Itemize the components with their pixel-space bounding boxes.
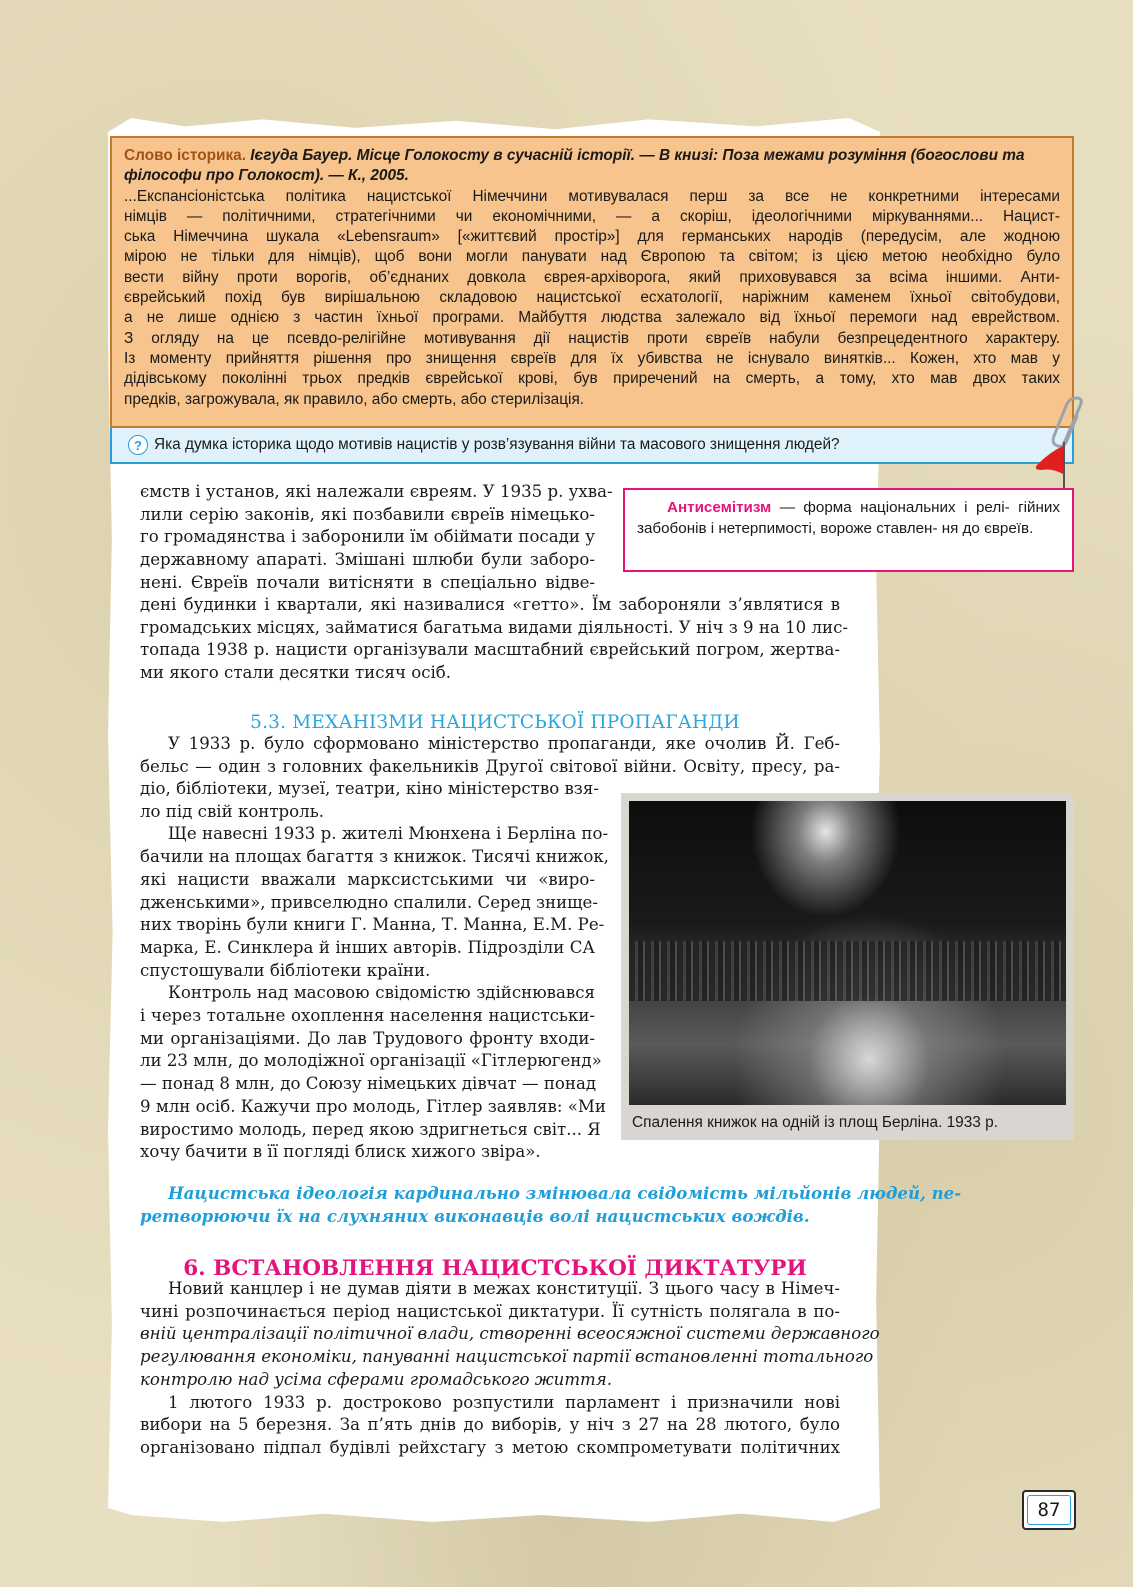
text-line: державному апараті. Змішані шлюби були заборо-	[140, 550, 595, 570]
quote-line: німців — політичними, стратегічними чи економічними, — а скоріш, ідеологічними міркуваннями... Нацист-	[124, 207, 1060, 225]
quote-source-text: Ієгуда Бауер. Місце Голокосту в сучасній історії. — В книзі: Поза межами розуміння (богослови та філософи про Голокост). — К., 2005.	[124, 147, 1025, 185]
propaganda-conclusion	[140, 1182, 962, 1227]
text-line: ли 23 млн, до молодіжної організації «Гітлерюгенд»	[140, 1051, 602, 1071]
section-5-3-heading: 5.3. МЕХАНІЗМИ НАЦИСТСЬКОЇ ПРОПАГАНДИ	[250, 712, 740, 733]
text-line: чині розпочинається період нацистської диктатури. Її сутність полягала в по-	[140, 1301, 840, 1321]
text-line: громадських місцях, займатися багатьма видами діяльності. У ніч з 9 на 10 лис-	[140, 617, 848, 637]
text-line: дені будинки і квартали, які називалися «гетто». Їм забороняли з’являтися в	[140, 595, 840, 614]
text-line: і через тотальне охоплення населення нацистськи-	[140, 1006, 595, 1026]
text-line: бельс — один з головних факельників Другої світової війни. Освіту, пресу, ра-	[140, 756, 840, 776]
quote-body	[124, 187, 1060, 410]
quote-line: ...Експансіоністська політика нацистської Німеччини мотивувалася перш за все не конкретними інтересами	[124, 187, 1060, 205]
quote-label: Слово історика.	[124, 147, 246, 164]
text-line: Нацистська ідеологія кардинально змінювала свідомість мільйонів людей, пе-	[168, 1183, 962, 1203]
text-line: ло під свій контроль.	[140, 801, 325, 821]
section-6-heading: 6. ВСТАНОВЛЕННЯ НАЦИСТСЬКОЇ ДИКТАТУРИ	[183, 1256, 807, 1281]
definition-text: — форма національних і релі- гійних забобонів і нетерпимості, вороже ставлен- ня до євреїв.	[637, 499, 1060, 537]
quote-source	[124, 146, 1060, 187]
text-line: вній централізації політичної влади, створенні всеосяжної системи державного	[140, 1324, 880, 1344]
paragraph-propaganda-body	[140, 778, 609, 1164]
text-line: виростимо молодь, перед якою здригнеться світ... Я	[140, 1119, 601, 1139]
paragraph-dictatorship	[140, 1278, 880, 1460]
page-number: 87	[1022, 1490, 1076, 1530]
text-line: них творінь були книги Г. Манна, Т. Манна, Е.М. Ре-	[140, 915, 605, 935]
question-icon: ?	[128, 435, 148, 455]
text-line: які нацисти вважали марксистськими чи «виро-	[140, 869, 595, 889]
paragraph-propaganda-intro	[140, 733, 840, 778]
text-line: дженськими», привселюдно спалили. Серед знище-	[140, 892, 598, 912]
quote-line: З огляду на це псевдо-релігійне мотивування дії нацистів проти євреїв набули безпрецедентного характеру.	[124, 329, 1060, 347]
text-line: У 1933 р. було сформовано міністерство пропаганди, яке очолив Й. Геб-	[168, 734, 840, 753]
text-line: 9 млн осіб. Кажучи про молодь, Гітлер заявляв: «Ми	[140, 1096, 606, 1116]
text-line: вибори на 5 березня. За п’ять днів до виборів, у ніч з 27 на 28 лютого, було	[140, 1415, 840, 1435]
text-line: ретворюючи їх на слухняних виконавців волі нацистських вождів.	[140, 1205, 810, 1226]
quote-line: дідівському поколінні трьох предків єврейської крові, був приречений на смерть, а тому, хто мав двох таких	[124, 370, 1060, 388]
text-line: ємств і установ, які належали євреям. У 1935 р. ухва-	[140, 482, 613, 501]
quote-line: Із моменту прийняття рішення про знищення євреїв для їх убивства не існувало винятків... Кожен, хто мав у	[124, 349, 1060, 367]
text-line: хочу бачити в її погляді блиск хижого звіра».	[140, 1142, 541, 1162]
text-line: Новий канцлер і не думав діяти в межах конституції. З цього часу в Німеч-	[168, 1279, 840, 1298]
historian-quote-box	[110, 136, 1074, 428]
text-line: топада 1938 р. нацисти організували масштабний єврейський погром, жертва-	[140, 640, 840, 660]
text-line: спустошували бібліотеки країни.	[140, 960, 431, 980]
quote-line: предків, загрожувала, як правило, або смерть, або стерилізація.	[124, 390, 585, 408]
paragraph-antisemitism	[140, 481, 613, 595]
photo-caption: Спалення книжок на одній із площ Берліна. 1933 р.	[632, 1114, 998, 1131]
definition-box	[623, 488, 1074, 572]
text-line: Ще навесні 1933 р. жителі Мюнхена і Берліна по-	[168, 824, 609, 844]
text-line: марка, Е. Синклера й інших авторів. Підрозділи СА	[140, 937, 595, 957]
text-line: діо, бібліотеки, музеї, театри, кіно міністерство взя-	[140, 779, 599, 798]
quote-line: мірою не тільки для німців), щоб вони могли панувати над Європою та світом; із цією метою необхідно було	[124, 248, 1060, 266]
text-line: нені. Євреїв почали витісняти в спеціально відве-	[140, 572, 595, 592]
quote-line: ська Німеччина шукала «Lebensraum» [«життєвий простір»] для германських народів (передусім, але жодною	[124, 228, 1060, 246]
text-line: 1 лютого 1933 р. достроково розпустили парламент і призначили нові	[168, 1392, 840, 1412]
quote-line: єврейський похід був вирішальною складовою нацистської есхатології, наріжним каменем їхньої світобудови,	[124, 289, 1060, 307]
text-line: Контроль над масовою свідомістю здійснювався	[168, 983, 595, 1003]
text-line: го громадянства і заборонили їм обіймати посади у	[140, 527, 595, 547]
quote-line: вести війну проти ворогів, об’єднаних довкола єврея-архіворога, який приховувався за всіма іншими. Анти-	[124, 268, 1060, 286]
text-line: регулювання економіки, пануванні нацистської партії встановленні тотального	[140, 1347, 874, 1367]
definition-term: Антисемітизм	[667, 499, 772, 516]
text-line: ми організаціями. До лав Трудового фронту входи-	[140, 1028, 595, 1048]
question-bar	[110, 428, 1074, 464]
text-line: — понад 8 млн, до Союзу німецьких дівчат — понад	[140, 1074, 597, 1094]
book-burning-image	[629, 801, 1066, 1105]
text-line: контролю над усіма сферами громадського життя.	[140, 1369, 613, 1389]
text-line: лили серію законів, які позбавили євреїв німецько-	[140, 504, 595, 524]
text-line: ми якого стали десятки тисяч осіб.	[140, 663, 452, 683]
book-burning-photo	[621, 793, 1074, 1140]
text-line: бачили на площах багаття з книжок. Тисячі книжок,	[140, 847, 609, 867]
question-text: Яка думка історика щодо мотивів нацистів у розв’язування війни та масового знищення людей?	[154, 436, 840, 453]
quote-line: а не лише однією з частин їхньої програми. Майбуття людства залежало від їхньої перемоги над еврейством.	[124, 309, 1060, 327]
paragraph-ghetto	[140, 594, 848, 685]
text-line: організовано підпал будівлі рейхстагу з метою скомпрометувати політичних	[140, 1437, 840, 1457]
